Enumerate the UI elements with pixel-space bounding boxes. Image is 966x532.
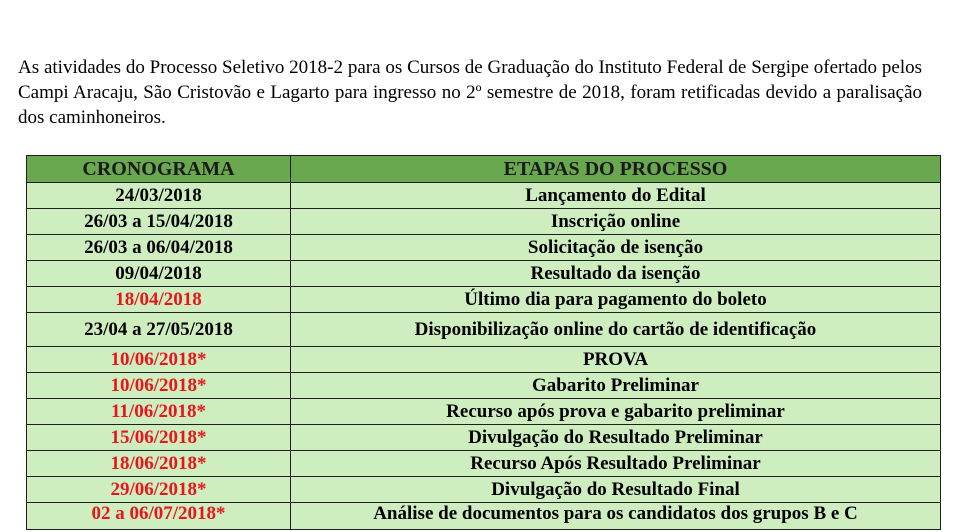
row-stage: Lançamento do Edital [291,183,941,209]
row-stage: Solicitação de isenção [291,235,941,261]
row-date: 18/04/2018 [27,287,291,313]
row-date: 02 a 06/07/2018* [27,503,291,530]
table-row [27,451,941,477]
row-stage: PROVA [291,347,941,373]
header-stages: ETAPAS DO PROCESSO [291,156,941,183]
header-schedule: CRONOGRAMA [27,156,291,183]
row-date: 11/06/2018* [27,399,291,425]
row-date: 24/03/2018 [27,183,291,209]
row-date: 23/04 a 27/05/2018 [27,313,291,347]
table-row [27,347,941,373]
row-stage: Divulgação do Resultado Preliminar [291,425,941,451]
table-row [27,209,941,235]
table-row [27,425,941,451]
row-stage: Disponibilização online do cartão de identificação [291,313,941,347]
table-row [27,399,941,425]
row-date: 10/06/2018* [27,373,291,399]
row-date: 26/03 a 06/04/2018 [27,235,291,261]
row-date: 26/03 a 15/04/2018 [27,209,291,235]
row-date: 09/04/2018 [27,261,291,287]
row-stage: Recurso após prova e gabarito preliminar [291,399,941,425]
intro-paragraph: As atividades do Processo Seletivo 2018-2 para os Cursos de Graduação do Instituto Federal de Sergipe ofertado pelos Campi Aracaju, São Cristovão e Lagarto para ingresso no 2º semestre de 2018, foram retificadas devido a paralisação dos caminhoneiros. [18,57,922,128]
row-stage: Resultado da isenção [291,261,941,287]
schedule-table [26,155,941,530]
row-date: 18/06/2018* [27,451,291,477]
table-row [27,183,941,209]
table-row [27,503,941,530]
table-row [27,313,941,347]
row-stage: Divulgação do Resultado Final [291,477,941,503]
row-stage: Gabarito Preliminar [291,373,941,399]
row-stage: Recurso Após Resultado Preliminar [291,451,941,477]
table-header-row [27,156,941,183]
row-date: 29/06/2018* [27,477,291,503]
table-row [27,261,941,287]
row-stage: Último dia para pagamento do boleto [291,287,941,313]
table-row [27,477,941,503]
row-date: 10/06/2018* [27,347,291,373]
table-row [27,373,941,399]
row-date: 15/06/2018* [27,425,291,451]
row-stage: Inscrição online [291,209,941,235]
table-row [27,287,941,313]
row-stage: Análise de documentos para os candidatos dos grupos B e C [291,503,941,530]
table-row [27,235,941,261]
